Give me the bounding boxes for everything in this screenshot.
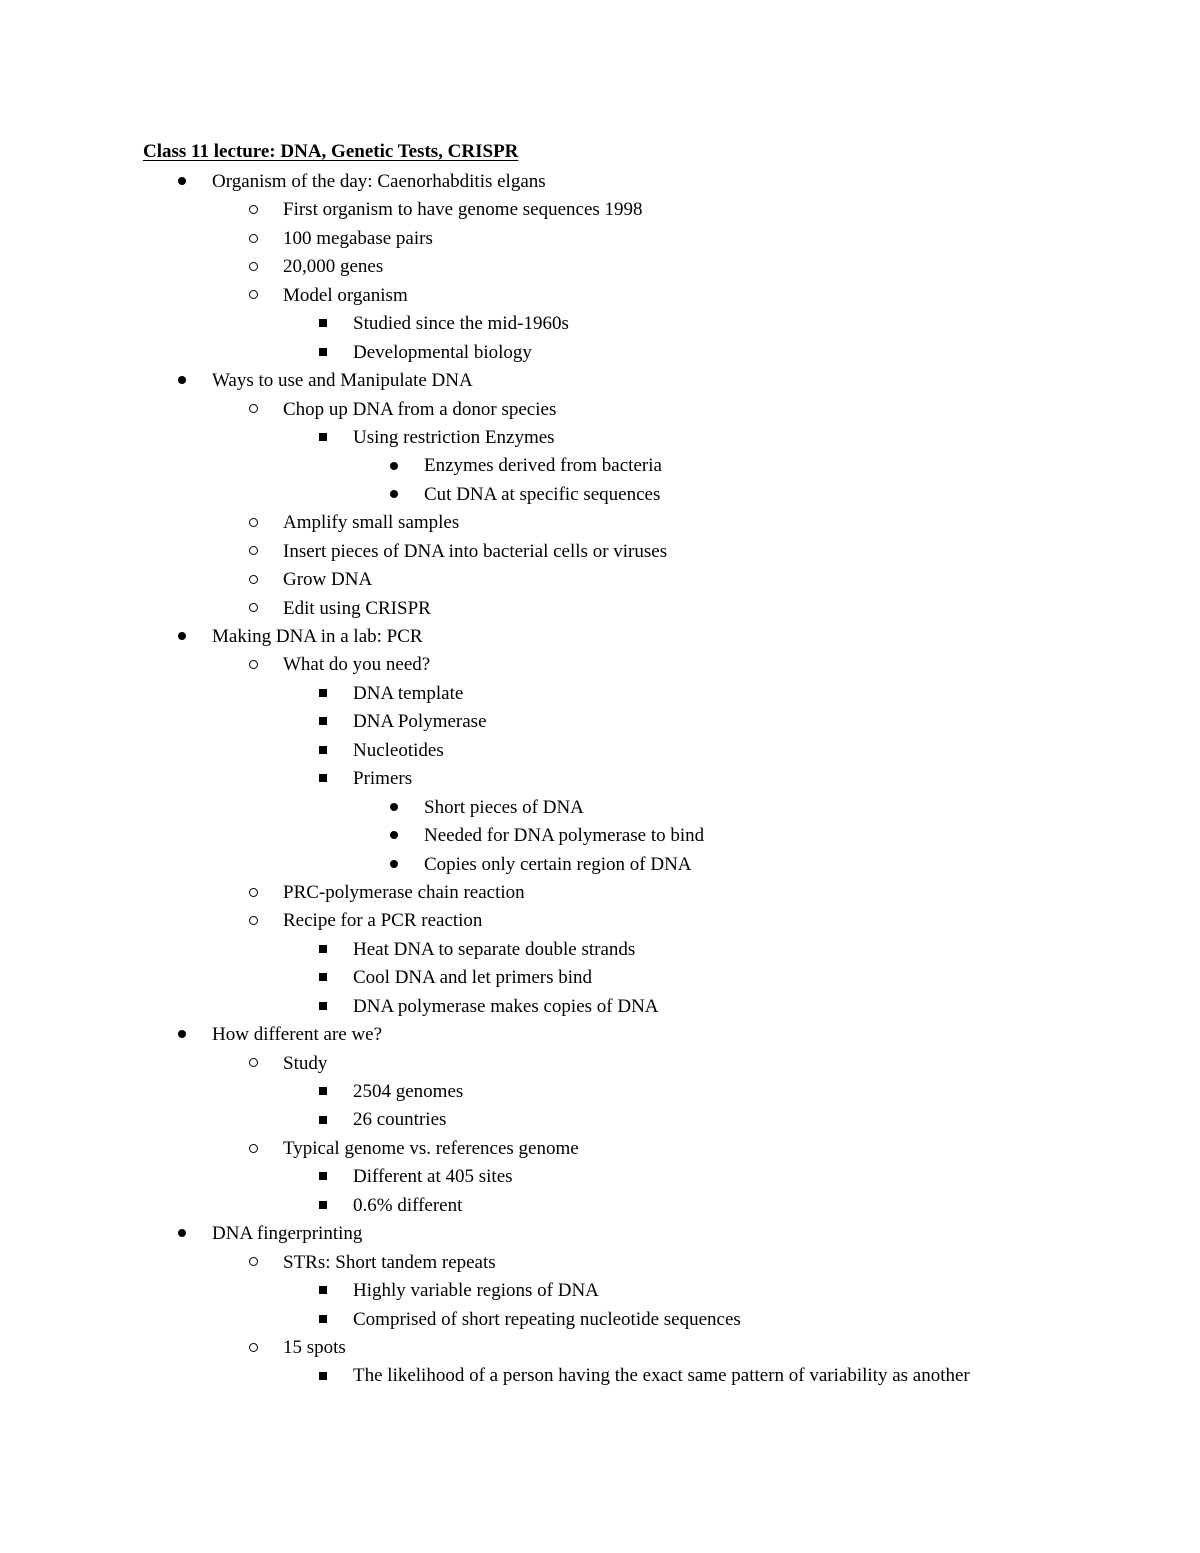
disc-icon: [384, 452, 404, 480]
bullet-list: [0, 168, 1200, 1391]
list-item-text: DNA Polymerase: [353, 711, 487, 733]
list-item: [0, 367, 1200, 395]
disc-icon: [384, 822, 404, 850]
list-item: [0, 879, 1200, 907]
square-icon: [313, 936, 333, 964]
list-item-text: Heat DNA to separate double strands: [353, 938, 636, 960]
page-title: Class 11 lecture: DNA, Genetic Tests, CRISPR: [143, 141, 519, 162]
circle-icon: [243, 907, 263, 935]
square-icon: [313, 1306, 333, 1334]
list-item: [0, 168, 1200, 196]
list-item: [0, 1106, 1200, 1134]
list-item: [0, 481, 1200, 509]
list-item-text: Ways to use and Manipulate DNA: [212, 370, 473, 392]
list-item: [0, 282, 1200, 310]
square-icon: [313, 993, 333, 1021]
circle-icon: [243, 196, 263, 224]
list-item: [0, 1163, 1200, 1191]
list-item-text: 0.6% different: [353, 1194, 463, 1216]
list-item-text: Highly variable regions of DNA: [353, 1280, 599, 1302]
list-item-text: Primers: [353, 768, 413, 790]
list-item-text: Using restriction Enzymes: [353, 426, 555, 448]
list-item-text: The likelihood of a person having the exact same pattern of variability as another: [353, 1365, 970, 1387]
square-icon: [313, 1362, 333, 1390]
disc-icon: [384, 481, 404, 509]
list-item: [0, 765, 1200, 793]
list-item-text: Different at 405 sites: [353, 1166, 513, 1188]
list-item-text: 15 spots: [283, 1336, 346, 1358]
list-item: [0, 424, 1200, 452]
list-item-text: DNA polymerase makes copies of DNA: [353, 995, 659, 1017]
list-item: [0, 651, 1200, 679]
circle-icon: [243, 253, 263, 281]
disc-icon: [172, 623, 192, 651]
list-item-text: Grow DNA: [283, 569, 373, 591]
square-icon: [313, 964, 333, 992]
disc-icon: [172, 1220, 192, 1248]
list-item-text: What do you need?: [283, 654, 431, 676]
list-item-text: Chop up DNA from a donor species: [283, 398, 557, 420]
disc-icon: [384, 794, 404, 822]
list-item: [0, 196, 1200, 224]
list-item: [0, 1249, 1200, 1277]
list-item-text: Studied since the mid-1960s: [353, 313, 569, 335]
list-item: [0, 225, 1200, 253]
circle-icon: [243, 1135, 263, 1163]
list-item-text: Short pieces of DNA: [424, 796, 584, 818]
list-item-text: Making DNA in a lab: PCR: [212, 626, 423, 647]
list-item: [0, 339, 1200, 367]
list-item: [0, 623, 1200, 651]
list-item-text: Edit using CRISPR: [283, 597, 431, 619]
list-item: [0, 452, 1200, 480]
list-item: [0, 1334, 1200, 1362]
circle-icon: [243, 509, 263, 537]
list-item: [0, 595, 1200, 623]
list-item-text: Comprised of short repeating nucleotide sequences: [353, 1308, 741, 1330]
square-icon: [313, 680, 333, 708]
square-icon: [313, 765, 333, 793]
circle-icon: [243, 1050, 263, 1078]
list-item-text: Study: [283, 1052, 328, 1074]
square-icon: [313, 339, 333, 367]
list-item: [0, 1135, 1200, 1163]
list-item-text: DNA fingerprinting: [212, 1223, 363, 1245]
list-item: [0, 1050, 1200, 1078]
circle-icon: [243, 1334, 263, 1362]
list-item-text: Cut DNA at specific sequences: [424, 483, 661, 505]
square-icon: [313, 310, 333, 338]
list-item: [0, 993, 1200, 1021]
list-item-text: 2504 genomes: [353, 1081, 464, 1102]
square-icon: [313, 1192, 333, 1220]
list-item: [0, 1078, 1200, 1106]
list-item-text: Nucleotides: [353, 739, 444, 761]
square-icon: [313, 708, 333, 736]
square-icon: [313, 1106, 333, 1134]
list-item: [0, 538, 1200, 566]
list-item: [0, 794, 1200, 822]
list-item-text: 100 megabase pairs: [283, 227, 433, 249]
list-item: [0, 509, 1200, 537]
circle-icon: [243, 282, 263, 310]
list-item: [0, 851, 1200, 879]
disc-icon: [172, 168, 192, 196]
list-item: [0, 964, 1200, 992]
list-item-text: STRs: Short tandem repeats: [283, 1251, 496, 1273]
list-item: [0, 822, 1200, 850]
list-item: [0, 1362, 1200, 1390]
circle-icon: [243, 225, 263, 253]
list-item: [0, 253, 1200, 281]
list-item-text: Copies only certain region of DNA: [424, 853, 692, 875]
list-item-text: Typical genome vs. references genome: [283, 1137, 579, 1159]
list-item: [0, 936, 1200, 964]
list-item: [0, 310, 1200, 338]
square-icon: [313, 1078, 333, 1106]
circle-icon: [243, 1249, 263, 1277]
circle-icon: [243, 566, 263, 594]
list-item-text: Model organism: [283, 284, 408, 306]
circle-icon: [243, 396, 263, 424]
disc-icon: [172, 1021, 192, 1049]
list-item-text: Organism of the day: Caenorhabditis elgans: [212, 171, 546, 192]
list-item-text: Enzymes derived from bacteria: [424, 455, 662, 477]
circle-icon: [243, 651, 263, 679]
list-item-text: Recipe for a PCR reaction: [283, 910, 483, 932]
list-item-text: How different are we?: [212, 1024, 383, 1046]
list-item-text: First organism to have genome sequences 1998: [283, 199, 643, 221]
disc-icon: [384, 851, 404, 879]
square-icon: [313, 1163, 333, 1191]
list-item-text: Needed for DNA polymerase to bind: [424, 825, 705, 847]
square-icon: [313, 737, 333, 765]
square-icon: [313, 424, 333, 452]
list-item: [0, 1192, 1200, 1220]
list-item-text: 20,000 genes: [283, 256, 384, 278]
square-icon: [313, 1277, 333, 1305]
list-item: [0, 708, 1200, 736]
list-item: [0, 737, 1200, 765]
list-item-text: Insert pieces of DNA into bacterial cells or viruses: [283, 540, 668, 562]
list-item: [0, 566, 1200, 594]
list-item: [0, 1306, 1200, 1334]
disc-icon: [172, 367, 192, 395]
list-item: [0, 680, 1200, 708]
list-item: [0, 1021, 1200, 1049]
list-item-text: DNA template: [353, 682, 464, 704]
list-item-text: Cool DNA and let primers bind: [353, 967, 593, 989]
list-item-text: PRC-polymerase chain reaction: [283, 881, 525, 903]
list-item: [0, 396, 1200, 424]
circle-icon: [243, 879, 263, 907]
circle-icon: [243, 595, 263, 623]
list-item: [0, 907, 1200, 935]
list-item-text: Amplify small samples: [283, 512, 460, 534]
list-item: [0, 1277, 1200, 1305]
circle-icon: [243, 538, 263, 566]
list-item-text: Developmental biology: [353, 341, 532, 363]
list-item: [0, 1220, 1200, 1248]
list-item-text: 26 countries: [353, 1109, 447, 1131]
